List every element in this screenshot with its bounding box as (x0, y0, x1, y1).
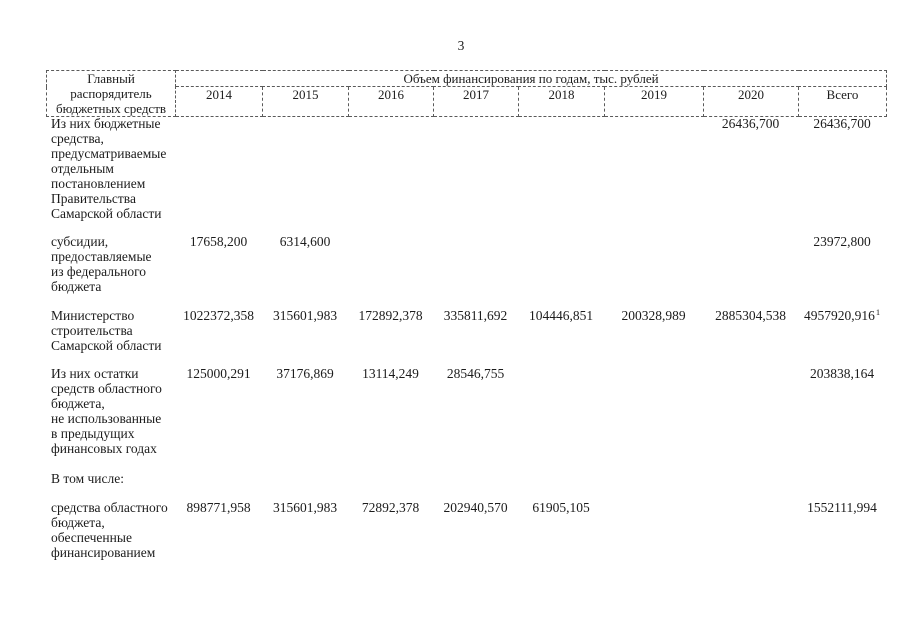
row-label: Министерство строительства Самарской области (51, 308, 162, 353)
header-year-2016: 2016 (349, 87, 434, 117)
value-2015: 315601,983 (272, 308, 338, 323)
table-row (46, 471, 886, 486)
footnote-mark: 1 (875, 306, 881, 317)
row-label: Из них бюджетные средства, предусматриваемые отдельным постановлением Правительства Самарской области (51, 116, 167, 221)
value-2016: 13114,249 (362, 366, 419, 381)
value-total: 1552111,994 (807, 500, 877, 515)
header-year-2015: 2015 (263, 87, 349, 117)
value-2016: 172892,378 (358, 308, 423, 323)
value-2014: 898771,958 (186, 500, 251, 515)
value-2015: 6314,600 (279, 234, 331, 249)
table-row (46, 308, 886, 353)
value-2015: 315601,983 (272, 500, 338, 515)
value-total: 26436,700 (813, 116, 871, 131)
header-year-2018: 2018 (519, 87, 605, 117)
header-year-2019: 2019 (605, 87, 704, 117)
table-row (46, 500, 886, 560)
value-2018: 104446,851 (528, 308, 594, 323)
value-2014: 17658,200 (189, 234, 248, 249)
header-funding-by-year: Объем финансирования по годам, тыс. рублей (176, 71, 887, 87)
page-number: 3 (457, 38, 465, 53)
table-row (46, 234, 886, 294)
value-2015: 37176,869 (276, 366, 334, 381)
value-total: 23972,800 (813, 234, 871, 249)
value-2020: 26436,700 (721, 116, 780, 131)
row-label: В том числе: (51, 471, 124, 486)
table-row (46, 366, 886, 456)
value-2017: 202940,570 (443, 500, 508, 515)
row-label: средства областного бюджета, обеспеченные финансированием (51, 500, 168, 560)
row-label: Из них остатки средств областного бюджета, не использованные в предыдущих финансовых годах (51, 366, 162, 456)
header-year-2017: 2017 (434, 87, 519, 117)
budget-table-header (46, 70, 887, 117)
value-2019: 200328,989 (621, 308, 686, 323)
value-2014: 125000,291 (186, 366, 251, 381)
value-2014: 1022372,358 (183, 308, 254, 323)
value-2017: 28546,755 (446, 366, 505, 381)
value-total (798, 308, 886, 323)
value-2016: 72892,378 (361, 500, 420, 515)
value-total-number: 4957920,916 (803, 308, 875, 323)
value-total: 203838,164 (809, 366, 875, 381)
value-2018: 61905,105 (532, 500, 590, 515)
header-total: Всего (799, 87, 887, 117)
value-2020: 2885304,538 (715, 308, 786, 323)
value-2017: 335811,692 (443, 308, 508, 323)
header-budget-manager: Главный распорядитель бюджетных средств (47, 71, 176, 117)
row-label: субсидии, предоставляемые из федерального бюджета (51, 234, 152, 294)
header-year-2014: 2014 (176, 87, 263, 117)
header-year-2020: 2020 (704, 87, 799, 117)
table-row (46, 116, 886, 221)
